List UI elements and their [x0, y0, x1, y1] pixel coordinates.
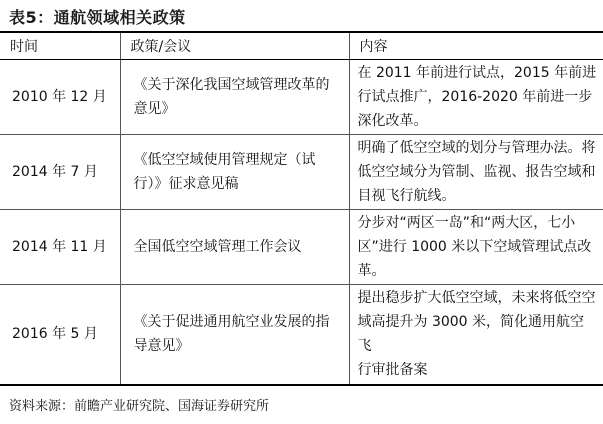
header-policy: 政策/会议 [120, 33, 349, 60]
row-policy: 《关于促进通用航空业发展的指导意见》 [120, 285, 349, 385]
row-date: 2016 年 5 月 [0, 285, 120, 385]
header-content: 内容 [349, 33, 603, 60]
row-content: 分步对“两区一岛”和“两大区，七小区”进行 1000 米以下空域管理试点改革。 [349, 210, 603, 285]
source-note: 资料来源：前瞻产业研究院、国海证券研究所 [9, 399, 270, 414]
row-date: 2014 年 11 月 [0, 210, 120, 285]
row-policy: 全国低空空域管理工作会议 [120, 210, 349, 285]
table-header-row [0, 33, 603, 60]
row-content-continuation: 行审批备案 [357, 362, 428, 379]
row-policy: 《关于深化我国空域管理改革的意见》 [120, 60, 349, 135]
row-date: 2010 年 12 月 [0, 60, 120, 135]
table-row [0, 60, 603, 135]
row-content: 明确了低空空域的划分与管理办法。将低空空域分为管制、监视、报告空域和目视飞行航线。 [349, 135, 603, 210]
row-content-text: 提出稳步扩大低空空域，未来将低空空域高提升为 3000 米，简化通用航空飞 [357, 290, 596, 355]
row-policy: 《低空空域使用管理规定（试行）》征求意见稿 [120, 135, 349, 210]
policy-table [0, 33, 603, 386]
table-row [0, 285, 603, 385]
table-row [0, 135, 603, 210]
table-title: 表5：通航领域相关政策 [9, 8, 186, 27]
row-date: 2014 年 7 月 [0, 135, 120, 210]
row-content [349, 285, 603, 385]
row-content: 在 2011 年前进行试点，2015 年前进行试点推广，2016-2020 年前进一步深化改革。 [349, 60, 603, 135]
header-time: 时间 [0, 33, 120, 60]
table-row [0, 210, 603, 285]
